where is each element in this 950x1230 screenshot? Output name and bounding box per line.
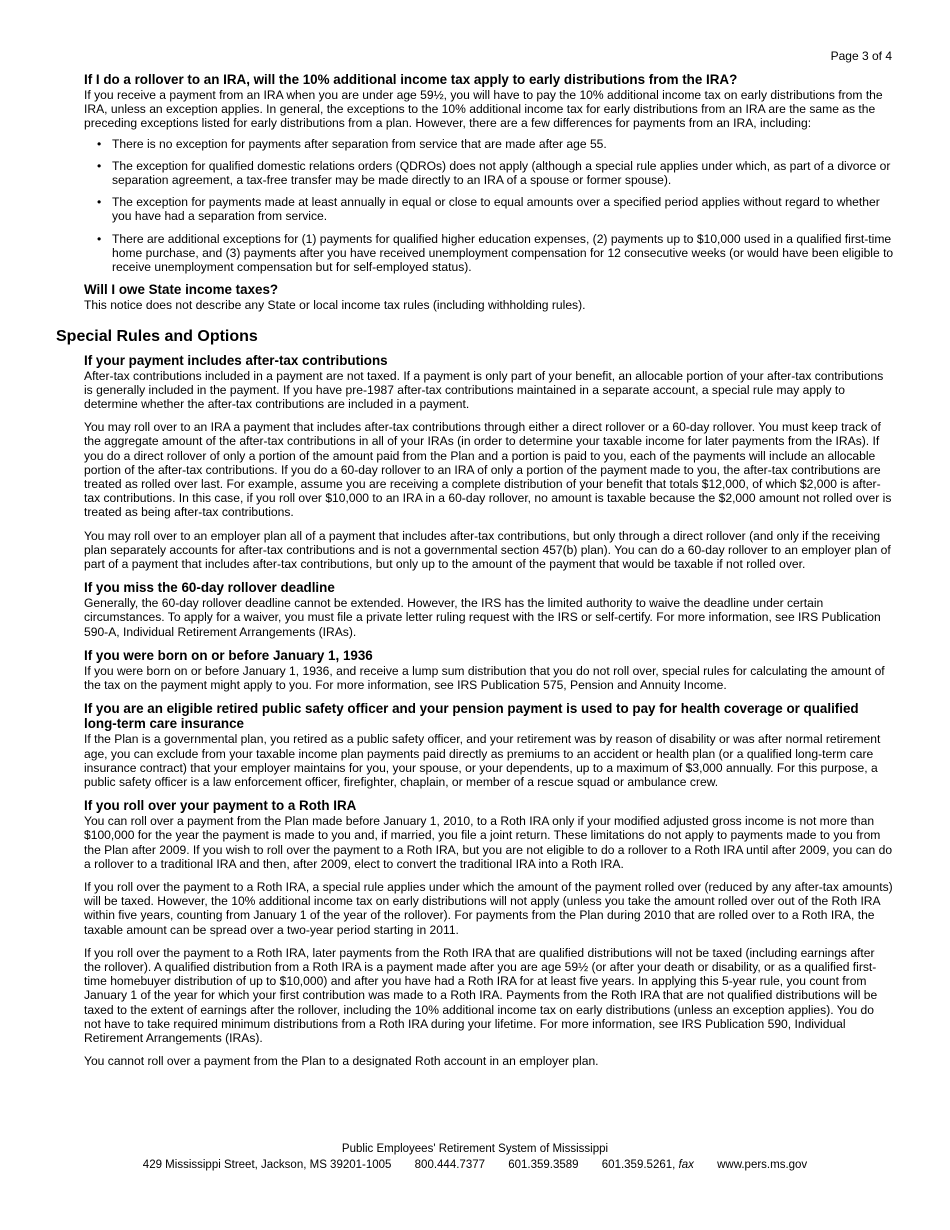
deadline-heading: If you miss the 60-day rollover deadline	[84, 580, 335, 596]
deadline-text: Generally, the 60-day rollover deadline cannot be extended. However, the IRS has the limited authority to waive the deadline under certain circumstances. To apply for a waiver, you must file a private letter ruling request with the IRS or self-certify. For more information, see IRS Publication 590-A, Individual Retirement Arrangements (IRAs).	[84, 596, 881, 639]
list-item: • There are additional exceptions for (1) payments for qualified higher education expenses, (2) payments up to $10,000 used in a qualified first-time home purchase, and (3) payments after you have received unemployment compensation for 12 consecutive weeks (or would have been eligible to receive unemployment compensation but for self-employed status).	[112, 232, 894, 275]
footer-website: www.pers.ms.gov	[717, 1159, 808, 1171]
footer-org-name: Public Employees' Retirement System of Mississippi	[341, 1143, 609, 1155]
footer-phone-local: 601.359.3589	[508, 1159, 579, 1171]
page-number: Page 3 of 4	[830, 49, 892, 63]
safety-officer-heading: If you are an eligible retired public safety officer and your pension payment is used to pay for health coverage or qualified long-term care insurance	[84, 701, 859, 732]
roth-ira-heading: If you roll over your payment to a Roth IRA	[84, 798, 357, 814]
roth-ira-paragraph: If you roll over the payment to a Roth IRA, later payments from the Roth IRA that are qualified distributions will not be taxed (including earnings after the rollover). A qualified distribution from a Roth IRA is a payment made after you are age 59½ (or after your death or disability, or as a qualified first-time homebuyer distribution of up to $10,000) and after you have had a Roth IRA for at least five years. In applying this 5-year rule, you count from January 1 of the year for which your first contribution was made to a Roth IRA. Payments from the Roth IRA that are not qualified distributions will be taxed to the extent of earnings after the rollover, including the 10% additional income tax on early distributions (unless an exception applies). You do not have to take required minimum distributions from a Roth IRA during your lifetime. For more information, see IRS Publication 590, Individual Retirement Arrangements (IRAs).	[84, 945, 878, 1045]
ira-question-text: If you receive a payment from an IRA when you are under age 59½, you will have to pay the 10% additional income tax on early distributions from the IRA, unless an exception applies. In general, the exceptions to the 10% additional income tax for early distributions from an IRA are the same as the preceding exceptions listed for early distributions from a plan. However, there are a few differences for payments from an IRA, including:	[84, 88, 883, 131]
born-1936-text: If you were born on or before January 1, 1936, and receive a lump sum distribution that you do not roll over, special rules for calculating the amount of the tax on the payment might apply to you. For more information, see IRS Publication 575, Pension and Annuity Income.	[84, 663, 885, 693]
after-tax-paragraph: You may roll over to an IRA a payment that includes after-tax contributions through either a direct rollover or a 60-day rollover. You must keep track of the aggregate amount of the after-tax contributions in all of your IRAs (in order to determine your taxable income for later payments from the IRAs). If you do a direct rollover of only a portion of the amount paid from the Plan and a portion is paid to you, each of the payments will include an allocable portion of the after-tax contributions. If you do a 60-day rollover to an IRA of only a portion of the payment made to you, the after-tax contributions are treated as rolled over last. For example, assume you are receiving a complete distribution of your benefit that totals $12,000, of which $2,000 is after-tax contributions. In this case, if you roll over $10,000 to an IRA in a 60-day rollover, no amount is taxable because the $2,000 amount not rolled over is treated as being after-tax contributions.	[84, 420, 892, 520]
footer-fax-number: 601.359.5261,	[601, 1159, 676, 1171]
state-tax-text: This notice does not describe any State or local income tax rules (including withholding rules).	[84, 298, 586, 313]
after-tax-heading: If your payment includes after-tax contributions	[84, 352, 388, 368]
after-tax-paragraph: You may roll over to an employer plan all of a payment that includes after-tax contributions, but only through a direct rollover (and only if the receiving plan separately accounts for after-tax contributions and is not a governmental section 457(b) plan). You can do a 60-day rollover to an employer plan of part of a payment that includes after-tax contributions, but only up to the amount of the payment that would be taxable if not rolled over.	[84, 528, 891, 572]
page-content	[56, 72, 894, 1077]
roth-ira-paragraph: You cannot roll over a payment from the Plan to a designated Roth account in an employer plan.	[84, 1054, 599, 1069]
roth-ira-paragraph: You can roll over a payment from the Plan made before January 1, 2010, to a Roth IRA only if your modified adjusted gross income is not more than $100,000 for the year the payment is made to you and, if married, you file a joint return. These limitations do not apply to payments made to you from the Plan after 2009. If you wish to roll over the payment to a Roth IRA, but you are not eligible to do a rollover to a Roth IRA until after 2009, you can do a rollover to a traditional IRA and then, after 2009, elect to convert the traditional IRA into a Roth IRA.	[84, 814, 893, 871]
footer-fax	[602, 1159, 694, 1171]
born-1936-heading: If you were born on or before January 1, 1936	[84, 647, 373, 663]
list-item: • There is no exception for payments after separation from service that are made after age 55.	[112, 137, 894, 151]
footer-contact-line	[0, 1159, 950, 1171]
state-tax-heading: Will I owe State income taxes?	[84, 282, 279, 298]
footer-fax-label: fax	[678, 1159, 694, 1171]
footer-address: 429 Mississippi Street, Jackson, MS 39201-1005	[142, 1159, 392, 1171]
ira-exceptions-list	[84, 137, 894, 275]
list-item: • The exception for qualified domestic relations orders (QDROs) does not apply (although a special rule applies under which, as part of a divorce or separation agreement, a tax-free transfer may be made directly to an IRA of a spouse or former spouse).	[112, 159, 894, 187]
ira-question-heading: If I do a rollover to an IRA, will the 10% additional income tax apply to early distributions from the IRA?	[84, 72, 738, 87]
section-title: Special Rules and Options	[56, 328, 258, 346]
safety-officer-text: If the Plan is a governmental plan, you retired as a public safety officer, and your retirement was by reason of disability or was after normal retirement age, you can exclude from your taxable income plan payments paid directly as premiums to an accident or health plan (or a qualified long-term care insurance contract) that your employer maintains for you, your spouse, or your dependents, up to a maximum of $3,000 annually. For this purpose, a public safety officer is a law enforcement officer, firefighter, chaplain, or member of a rescue squad or ambulance crew.	[84, 732, 881, 789]
footer-phone-tollfree: 800.444.7377	[414, 1159, 486, 1171]
list-item: • The exception for payments made at least annually in equal or close to equal amounts over a specified period applies without regard to whether you have had a separation from service.	[112, 195, 894, 223]
roth-ira-paragraph: If you roll over the payment to a Roth IRA, a special rule applies under which the amount of the payment rolled over (reduced by any after-tax amounts) will be taxed. However, the 10% additional income tax on early distributions will not apply (unless you take the amount rolled over out of the Roth IRA within five years, counting from January 1 of the year of the rollover). For payments from the Plan during 2010 that are rolled over to a Roth IRA, the taxable amount can be spread over a two-year period starting in 2011.	[84, 879, 893, 937]
after-tax-paragraph: After-tax contributions included in a payment are not taxed. If a payment is only part of your benefit, an allocable portion of your after-tax contributions is generally included in the payment. If you have pre-1987 after-tax contributions maintained in a separate account, a special rule may apply to determine whether the after-tax contributions are included in a payment.	[84, 368, 884, 412]
